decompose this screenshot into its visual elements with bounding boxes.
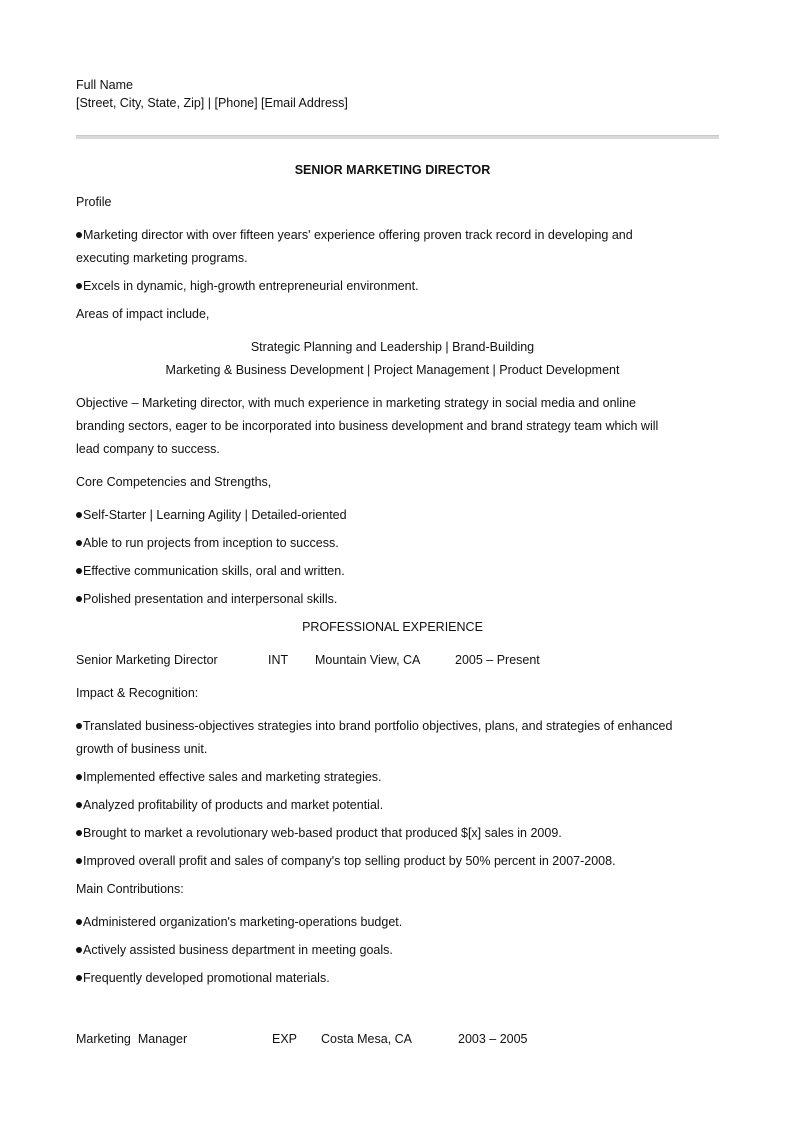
competency-item (76, 535, 339, 551)
impact-item (76, 853, 616, 869)
bullet-icon (76, 830, 82, 836)
job-2-dates: 2003 – 2005 (458, 1032, 528, 1046)
job-2-header (76, 1031, 719, 1047)
profile-bullet-2 (76, 278, 419, 294)
profile-bullet-1-line1: Marketing director with over fifteen years' experience offering proven track record in developing and (83, 228, 633, 242)
bullet-icon (76, 232, 82, 238)
bullet-icon (76, 975, 82, 981)
profile-bullet-1 (76, 227, 633, 243)
competency-item (76, 507, 347, 523)
header-divider (76, 135, 719, 139)
objective-line-3: lead company to success. (76, 442, 220, 456)
areas-line-1: Strategic Planning and Leadership | Brand-Building (250, 340, 535, 354)
profile-bullet-2-text: Excels in dynamic, high-growth entrepreneurial environment. (83, 279, 419, 293)
job-2-company: EXP (272, 1032, 298, 1046)
competency-text: Polished presentation and interpersonal skills. (83, 592, 338, 606)
contribution-item (76, 942, 393, 958)
impact-text: Brought to market a revolutionary web-based product that produced $[x] sales in 2009. (83, 826, 562, 840)
bullet-icon (76, 947, 82, 953)
experience-heading: PROFESSIONAL EXPERIENCE (302, 620, 483, 634)
areas-heading: Areas of impact include, (76, 307, 210, 321)
bullet-icon (76, 596, 82, 602)
bullet-icon (76, 723, 82, 729)
impact-item (76, 718, 672, 734)
impact-item-line2: growth of business unit. (76, 742, 208, 756)
impact-text: Translated business-objectives strategies into brand portfolio objectives, plans, and strategies of enhanced (83, 719, 673, 733)
competency-text: Self-Starter | Learning Agility | Detailed-oriented (83, 508, 347, 522)
impact-item (76, 825, 562, 841)
objective-line-1: Objective – Marketing director, with much experience in marketing strategy in social media and online (76, 396, 636, 410)
job-1-title: Senior Marketing Director (76, 653, 218, 667)
competency-item (76, 591, 337, 607)
bullet-icon (76, 540, 82, 546)
bullet-icon (76, 919, 82, 925)
bullet-icon (76, 512, 82, 518)
profile-bullet-1-line2: executing marketing programs. (76, 251, 248, 265)
competency-text: Effective communication skills, oral and written. (83, 564, 345, 578)
impact-item (76, 769, 382, 785)
profile-heading: Profile (76, 195, 112, 209)
bullet-icon (76, 774, 82, 780)
bullet-icon (76, 802, 82, 808)
impact-heading: Impact & Recognition: (76, 686, 199, 700)
bullet-icon (76, 283, 82, 289)
job-1-location: Mountain View, CA (315, 653, 421, 667)
competency-item (76, 563, 345, 579)
competencies-heading: Core Competencies and Strengths, (76, 475, 272, 489)
bullet-icon (76, 858, 82, 864)
contribution-item (76, 970, 330, 986)
contact-line: [Street, City, State, Zip] | [Phone] [Email Address] (76, 96, 348, 110)
contribution-text: Frequently developed promotional materials. (83, 971, 330, 985)
competency-text: Able to run projects from inception to success. (83, 536, 339, 550)
impact-text: Implemented effective sales and marketing strategies. (83, 770, 382, 784)
job-2-location: Costa Mesa, CA (321, 1032, 413, 1046)
impact-text: Analyzed profitability of products and market potential. (83, 798, 384, 812)
contributions-heading: Main Contributions: (76, 882, 184, 896)
job-1-company: INT (268, 653, 289, 667)
areas-line-2: Marketing & Business Development | Project Management | Product Development (165, 363, 620, 377)
contribution-text: Administered organization's marketing-operations budget. (83, 915, 403, 929)
job-1-header (76, 652, 719, 668)
contribution-item (76, 914, 402, 930)
bullet-icon (76, 568, 82, 574)
job-2-title: Marketing Manager (76, 1032, 188, 1046)
contribution-text: Actively assisted business department in meeting goals. (83, 943, 393, 957)
objective-line-2: branding sectors, eager to be incorporated into business development and brand strategy team which will (76, 419, 659, 433)
full-name: Full Name (76, 78, 133, 92)
resume-title: SENIOR MARKETING DIRECTOR (294, 163, 491, 177)
job-1-dates: 2005 – Present (455, 653, 540, 667)
impact-text: Improved overall profit and sales of company's top selling product by 50% percent in 2007-2008. (83, 854, 616, 868)
impact-item (76, 797, 383, 813)
